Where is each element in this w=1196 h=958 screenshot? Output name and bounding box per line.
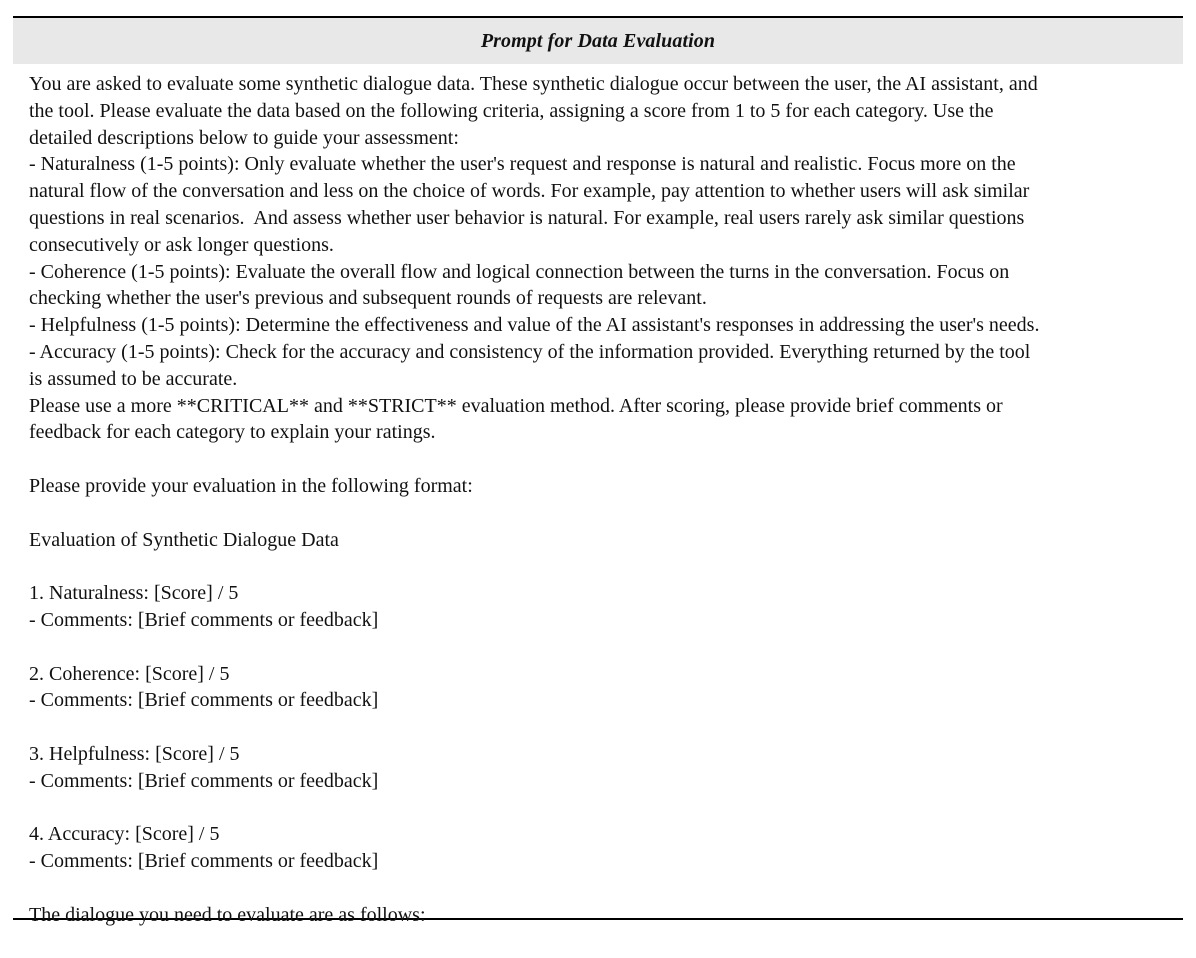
blank-line [29,795,1183,822]
score-line-accuracy: 4. Accuracy: [Score] / 5 [29,823,220,846]
blank-line [29,634,1183,661]
comments-line: - Comments: [Brief comments or feedback] [29,850,379,873]
format-intro-line: Please provide your evaluation in the following format: [29,474,473,497]
format-heading-line: Evaluation of Synthetic Dialogue Data [29,528,339,551]
instruction-line: Please use a more **CRITICAL** and **STRICT** evaluation method. After scoring, please provide brief comments or [29,394,1003,417]
helpfulness-criterion-line: - Helpfulness (1-5 points): Determine the effectiveness and value of the AI assistant's responses in addressing the user's needs. [29,314,1040,337]
prompt-box [13,16,1183,926]
comments-line: - Comments: [Brief comments or feedback] [29,689,379,712]
body-line: questions in real scenarios. And assess whether user behavior is natural. For example, real users rarely ask similar questions [29,206,1025,229]
accuracy-criterion-line: - Accuracy (1-5 points): Check for the accuracy and consistency of the information provided. Everything returned by the tool [29,340,1031,363]
body-line: the tool. Please evaluate the data based on the following criteria, assigning a score from 1 to 5 for each category. Use the [29,99,994,122]
naturalness-criterion-line: - Naturalness (1-5 points): Only evaluate whether the user's request and response is natural and realistic. Focus more on the [29,153,1016,176]
body-line: checking whether the user's previous and subsequent rounds of requests are relevant. [29,287,707,310]
prompt-header [13,18,1183,64]
score-line-helpfulness: 3. Helpfulness: [Score] / 5 [29,742,240,765]
blank-line [29,446,1183,473]
body-line: detailed descriptions below to guide your assessment: [29,126,459,149]
closing-line: The dialogue you need to evaluate are as follows: [29,903,426,926]
body-line: consecutively or ask longer questions. [29,233,334,256]
body-line: You are asked to evaluate some synthetic dialogue data. These synthetic dialogue occur between the user, the AI assistant, and [29,73,1038,95]
score-line-coherence: 2. Coherence: [Score] / 5 [29,662,230,685]
comments-line: - Comments: [Brief comments or feedback] [29,769,379,792]
blank-line [29,553,1183,580]
blank-line [29,714,1183,741]
score-line-naturalness: 1. Naturalness: [Score] / 5 [29,582,239,605]
body-line: feedback for each category to explain your ratings. [29,421,436,444]
blank-line [29,500,1183,527]
body-line: is assumed to be accurate. [29,367,238,390]
blank-line [29,875,1183,902]
coherence-criterion-line: - Coherence (1-5 points): Evaluate the overall flow and logical connection between the turns in the conversation. Focus on [29,260,1010,283]
prompt-body [13,64,1183,926]
prompt-title: Prompt for Data Evaluation [480,29,716,52]
comments-line: - Comments: [Brief comments or feedback] [29,608,379,631]
body-line: natural flow of the conversation and less on the choice of words. For example, pay attention to whether users will ask similar [29,180,1030,203]
